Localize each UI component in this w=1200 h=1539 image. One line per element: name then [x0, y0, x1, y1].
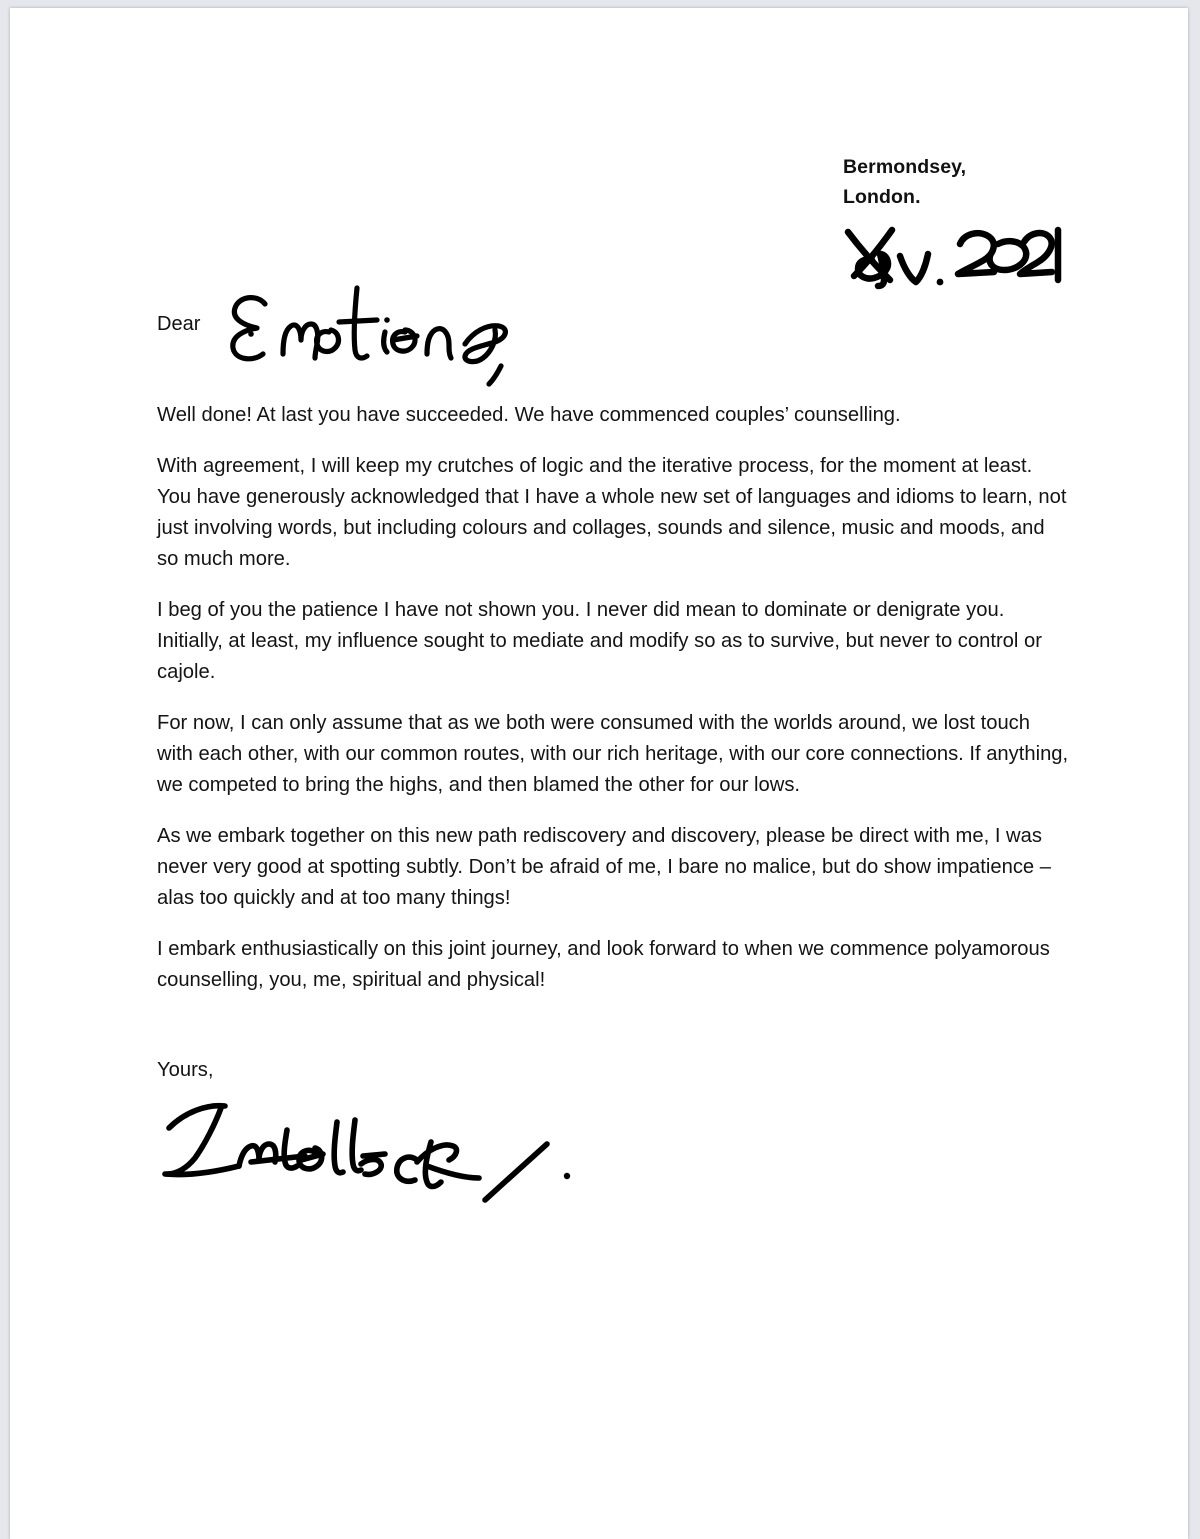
paragraph: I beg of you the patience I have not shown you. I never did mean to dominate or denigrate you. Initially, at least, my influence sought to mediate and modify so as to survive, but never to control or cajole. — [157, 599, 1042, 683]
paragraph: Well done! At last you have succeeded. We have commenced couples’ counselling. — [157, 404, 901, 426]
address-line-2: London. — [843, 186, 921, 208]
paragraph: I embark enthusiastically on this joint journey, and look forward to when we commence polyamorous counselling, you, me, spiritual and physical! — [157, 938, 1050, 991]
salutation-prefix: Dear — [157, 313, 201, 335]
paragraph: As we embark together on this new path rediscovery and discovery, please be direct with me, I was never very good at spotting subtly. Don’t be afraid of me, I bare no malice, but do show impatience – alas too quickly and at too many things! — [157, 825, 1051, 909]
handwritten-date — [838, 214, 1068, 294]
address-line-1: Bermondsey, — [843, 156, 967, 178]
handwritten-signature — [155, 1090, 605, 1210]
handwritten-salutation-name — [217, 282, 547, 382]
paragraph: For now, I can only assume that as we both were consumed with the worlds around, we lost touch with each other, with our common routes, with our rich heritage, with our core connections. If anything, we competed to bring the highs, and then blamed the other for our lows. — [157, 712, 1069, 796]
sender-address — [843, 152, 966, 212]
valediction: Yours, — [157, 1059, 214, 1081]
letter-page — [10, 8, 1188, 1539]
letter-body — [157, 400, 1069, 1016]
paragraph: With agreement, I will keep my crutches of logic and the iterative process, for the moment at least. You have generously acknowledged that I have a whole new set of languages and idioms to learn, not just involving words, but including colours and collages, sounds and silence, music and moods, and so much more. — [157, 455, 1067, 570]
